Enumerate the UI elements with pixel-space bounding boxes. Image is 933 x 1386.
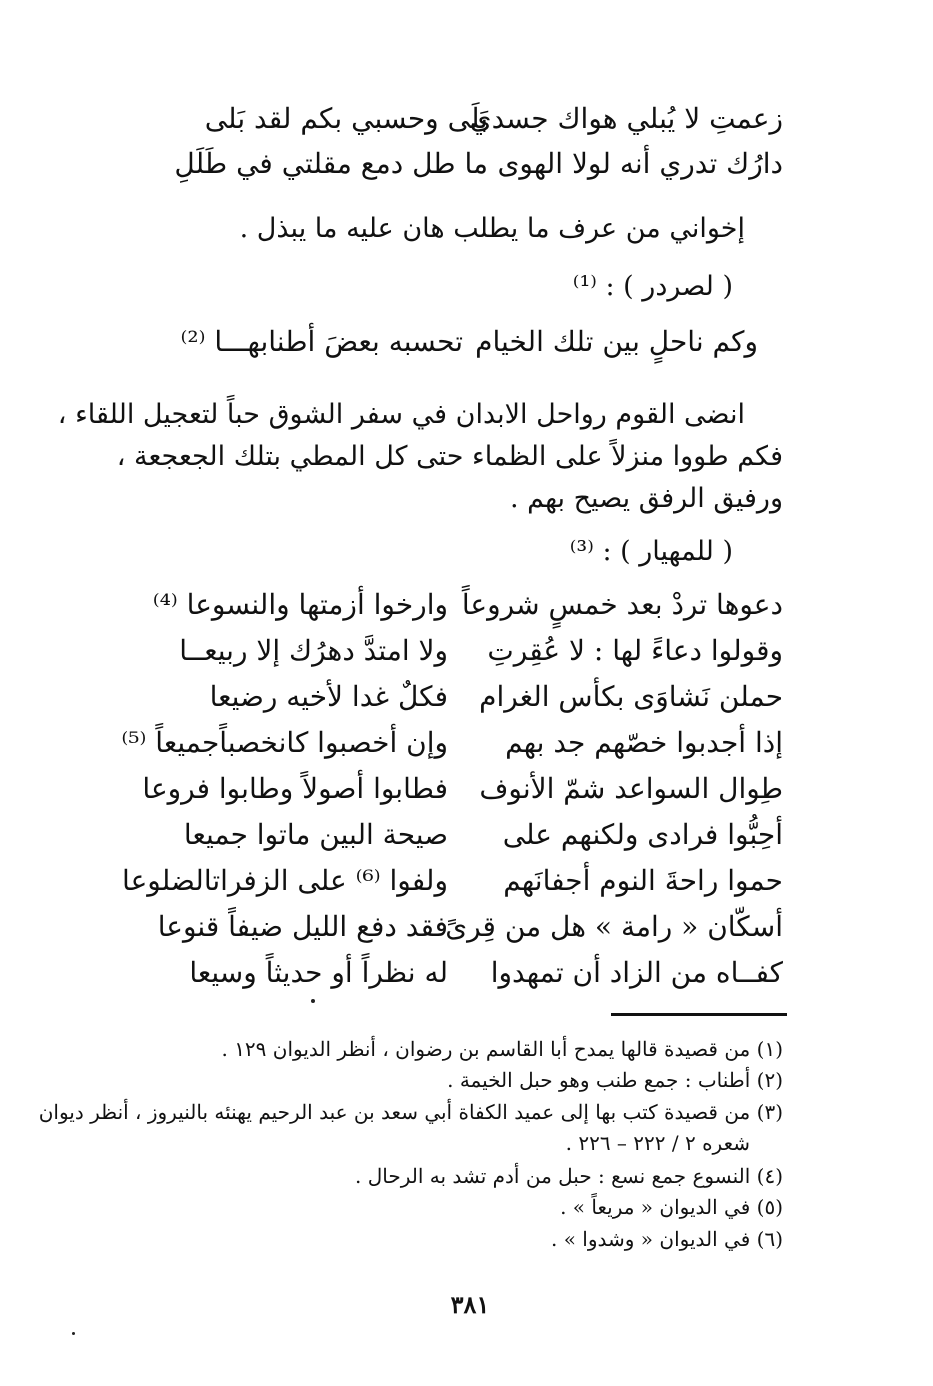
ink-speck bbox=[311, 999, 315, 1003]
poem-hemistich-left: له نظراً أو حديثاً وسيعا bbox=[189, 956, 448, 989]
poem-hemistich-right: أحِبُّوا فرادى ولكنهم على bbox=[502, 818, 783, 851]
poem-hemistich-right: طِوال السواعد شمّ الأنوف bbox=[479, 772, 783, 805]
poem-hemistich-right: أسكّان « رامة » هل من قِرىً bbox=[445, 910, 783, 943]
poem-hemistich-left: ولفوا ⁽⁶⁾ على الزفراتالضلوعا bbox=[122, 864, 448, 897]
poet-attribution: ( للمهيار ) : ⁽³⁾ bbox=[569, 536, 733, 567]
poem-hemistich-right: كفــاه من الزاد أن تمهدوا bbox=[490, 956, 783, 989]
verse-hemistich-right: زعمتِ لا يُبلي هواك جسدي bbox=[469, 102, 783, 135]
footnote: (٢) أطناب : جمع طنب وهو حبل الخيمة . bbox=[447, 1068, 783, 1092]
poet-attribution: ( لصردر ) : ⁽¹⁾ bbox=[572, 271, 733, 302]
prose-line: إخواني من عرف ما يطلب هان عليه ما يبذل . bbox=[239, 213, 745, 244]
footnote: (٦) في الديوان « وشدوا » . bbox=[551, 1227, 783, 1251]
footnote-continuation: شعره ٢ / ٢٢٢ – ٢٢٦ . bbox=[565, 1131, 750, 1155]
poem-hemistich-right: حملن نَشاوَى بكأس الغرام bbox=[479, 680, 783, 713]
footnote: (٣) من قصيدة كتب بها إلى عميد الكفاة أبي سعد بن عبد الرحيم يهنئه بالنيروز ، أنظر ديوان bbox=[38, 1100, 783, 1124]
footnote: (٤) النسوع جمع نسع : حبل من أدم تشد به الرحال . bbox=[354, 1164, 783, 1188]
footnote-separator bbox=[611, 1013, 787, 1016]
footnote: (٥) في الديوان « مريعاً » . bbox=[560, 1195, 783, 1219]
poem-hemistich-left: صيحة البين ماتوا جميعا bbox=[183, 818, 448, 851]
prose-line: انضى القوم رواحل الابدان في سفر الشوق حباً لتعجيل اللقاء ، bbox=[57, 399, 745, 430]
poem-hemistich-left: ولا امتدَّ دهرُك إلا ربيعــا bbox=[179, 634, 448, 667]
ink-speck bbox=[72, 1332, 75, 1335]
poem-hemistich-left: فكلٌ غدا لأخيه رضيعا bbox=[209, 680, 448, 713]
verse-hemistich-right: وكم ناحلٍ بين تلك الخيام bbox=[475, 325, 758, 358]
poem-hemistich-left: وإن أخصبوا كانخصباًجميعاً ⁽⁵⁾ bbox=[121, 726, 448, 759]
footnote: (١) من قصيدة قالها يمدح أبا القاسم بن رضوان ، أنظر الديوان ١٢٩ . bbox=[221, 1037, 783, 1061]
verse-hemistich-left: بَلَى وحسبي بكم لقد بَلى bbox=[204, 102, 488, 135]
page-number: ٣٨١ bbox=[450, 1290, 490, 1319]
poem-hemistich-left: فطابوا أصولاً وطابوا فروعا bbox=[142, 772, 448, 805]
prose-line: فكم طووا منزلاً على الظماء حتى كل المطي بتلك الجعجعة ، bbox=[116, 441, 783, 472]
prose-line: ورفيق الرفق يصيح بهم . bbox=[509, 483, 783, 514]
poem-hemistich-left: فقد دفع الليل ضيفاً قنوعا bbox=[157, 910, 448, 943]
verse-hemistich-right: دارُك تدري أنه لولا الهوى bbox=[497, 147, 783, 180]
poem-hemistich-left: وارخوا أزمتها والنسوعا ⁽⁴⁾ bbox=[152, 588, 448, 621]
verse-hemistich-left: ما طل دمع مقلتي في طَلَلِ bbox=[174, 147, 488, 180]
poem-hemistich-right: وقولوا دعاءً لها : لا عُقِرتِ bbox=[487, 634, 783, 667]
poem-hemistich-right: إذا أجدبوا خصّهم جد بهم bbox=[505, 726, 783, 759]
poem-hemistich-right: دعوها تردْ بعد خمسٍ شروعاً bbox=[461, 588, 783, 621]
poem-hemistich-right: حموا راحةَ النوم أجفانَهم bbox=[503, 864, 783, 897]
verse-hemistich-left: تحسبه بعضَ أطنابهـــا ⁽²⁾ bbox=[180, 325, 463, 358]
